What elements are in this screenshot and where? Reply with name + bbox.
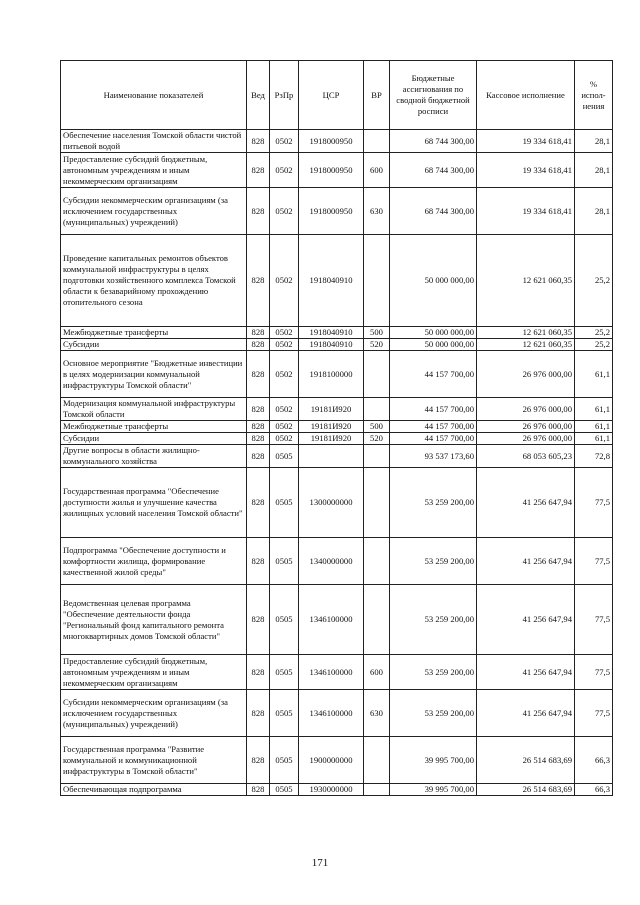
cell-csr: 1340000000 — [299, 538, 364, 585]
cell-vr — [364, 235, 390, 327]
cell-vr: 500 — [364, 327, 390, 339]
cell-csr: 1346100000 — [299, 655, 364, 690]
cell-csr: 1918040910 — [299, 327, 364, 339]
cell-rzpr: 0502 — [270, 153, 299, 188]
cell-name: Обеспечивающая подпрограмма — [61, 784, 247, 796]
cell-ved: 828 — [247, 421, 270, 433]
cell-kassa: 41 256 647,94 — [477, 585, 575, 655]
header-pct: % испол-нения — [575, 61, 613, 130]
header-rzpr: РзПр — [270, 61, 299, 130]
table-header-row — [61, 61, 613, 130]
cell-ved: 828 — [247, 655, 270, 690]
cell-kassa: 68 053 605,23 — [477, 445, 575, 468]
table-row — [61, 153, 613, 188]
cell-budget: 53 259 200,00 — [390, 468, 477, 538]
cell-pct: 28,1 — [575, 153, 613, 188]
cell-pct: 25,2 — [575, 235, 613, 327]
cell-kassa: 41 256 647,94 — [477, 538, 575, 585]
cell-rzpr: 0502 — [270, 339, 299, 351]
cell-name: Предоставление субсидий бюджетным, автономным учреждениям и иным некоммерческим организациям — [61, 153, 247, 188]
cell-rzpr: 0505 — [270, 690, 299, 737]
cell-budget: 93 537 173,60 — [390, 445, 477, 468]
page-number: 171 — [311, 857, 329, 869]
cell-name: Проведение капитальных ремонтов объектов коммунальной инфраструктуры в целях подготовки хозяйственного комплекса Томской области к безаварийному прохождению отопительного сезона — [61, 235, 247, 327]
cell-name: Государственная программа "Развитие коммунальной и коммуникационной инфраструктуры в Томской области" — [61, 737, 247, 784]
cell-ved: 828 — [247, 327, 270, 339]
cell-kassa: 41 256 647,94 — [477, 655, 575, 690]
header-kassa: Кассовое исполнение — [477, 61, 575, 130]
table-row — [61, 468, 613, 538]
cell-vr: 600 — [364, 655, 390, 690]
table-row — [61, 737, 613, 784]
cell-ved: 828 — [247, 737, 270, 784]
cell-rzpr: 0505 — [270, 655, 299, 690]
table-row — [61, 445, 613, 468]
cell-rzpr: 0505 — [270, 585, 299, 655]
cell-csr: 19181И920 — [299, 433, 364, 445]
cell-pct: 28,1 — [575, 188, 613, 235]
cell-vr — [364, 737, 390, 784]
cell-pct: 77,5 — [575, 690, 613, 737]
table-row — [61, 235, 613, 327]
cell-vr — [364, 398, 390, 421]
cell-kassa: 26 976 000,00 — [477, 421, 575, 433]
budget-execution-table — [60, 60, 613, 796]
cell-vr — [364, 130, 390, 153]
cell-csr: 1300000000 — [299, 468, 364, 538]
cell-vr — [364, 784, 390, 796]
table-row — [61, 188, 613, 235]
cell-kassa: 12 621 060,35 — [477, 339, 575, 351]
cell-pct: 66,3 — [575, 737, 613, 784]
cell-budget: 44 157 700,00 — [390, 421, 477, 433]
header-csr: ЦСР — [299, 61, 364, 130]
cell-rzpr: 0502 — [270, 235, 299, 327]
table-row — [61, 655, 613, 690]
cell-budget: 39 995 700,00 — [390, 784, 477, 796]
cell-kassa: 19 334 618,41 — [477, 130, 575, 153]
cell-budget: 50 000 000,00 — [390, 235, 477, 327]
cell-budget: 50 000 000,00 — [390, 339, 477, 351]
cell-pct: 72,8 — [575, 445, 613, 468]
cell-ved: 828 — [247, 188, 270, 235]
cell-csr: 1930000000 — [299, 784, 364, 796]
cell-csr: 1900000000 — [299, 737, 364, 784]
cell-csr: 1918040910 — [299, 235, 364, 327]
table-row — [61, 433, 613, 445]
cell-pct: 61,1 — [575, 421, 613, 433]
cell-kassa: 19 334 618,41 — [477, 153, 575, 188]
cell-budget: 53 259 200,00 — [390, 538, 477, 585]
table-body — [61, 130, 613, 796]
cell-vr: 600 — [364, 153, 390, 188]
cell-budget: 68 744 300,00 — [390, 153, 477, 188]
cell-vr: 630 — [364, 188, 390, 235]
cell-vr — [364, 468, 390, 538]
cell-kassa: 26 976 000,00 — [477, 351, 575, 398]
cell-ved: 828 — [247, 153, 270, 188]
cell-name: Субсидии — [61, 433, 247, 445]
table-row — [61, 339, 613, 351]
cell-vr: 520 — [364, 339, 390, 351]
cell-csr: 1918000950 — [299, 153, 364, 188]
cell-kassa: 26 976 000,00 — [477, 398, 575, 421]
cell-pct: 61,1 — [575, 351, 613, 398]
cell-ved: 828 — [247, 351, 270, 398]
cell-budget: 39 995 700,00 — [390, 737, 477, 784]
cell-kassa: 19 334 618,41 — [477, 188, 575, 235]
table-row — [61, 398, 613, 421]
cell-csr: 1918000950 — [299, 188, 364, 235]
cell-csr: 1918000950 — [299, 130, 364, 153]
cell-rzpr: 0505 — [270, 538, 299, 585]
cell-name: Межбюджетные трансферты — [61, 327, 247, 339]
cell-kassa: 12 621 060,35 — [477, 235, 575, 327]
cell-pct: 77,5 — [575, 538, 613, 585]
cell-kassa: 26 514 683,69 — [477, 784, 575, 796]
cell-rzpr: 0502 — [270, 433, 299, 445]
cell-vr — [364, 538, 390, 585]
cell-budget: 44 157 700,00 — [390, 351, 477, 398]
cell-name: Подпрограмма "Обеспечение доступности и комфортности жилища, формирование качественной жилой среды" — [61, 538, 247, 585]
cell-rzpr: 0502 — [270, 421, 299, 433]
cell-pct: 28,1 — [575, 130, 613, 153]
cell-pct: 25,2 — [575, 327, 613, 339]
cell-pct: 25,2 — [575, 339, 613, 351]
cell-ved: 828 — [247, 433, 270, 445]
cell-vr — [364, 585, 390, 655]
cell-name: Другие вопросы в области жилищно-коммунального хозяйства — [61, 445, 247, 468]
header-vr: ВР — [364, 61, 390, 130]
cell-ved: 828 — [247, 398, 270, 421]
cell-kassa: 41 256 647,94 — [477, 690, 575, 737]
table-row — [61, 327, 613, 339]
cell-kassa: 12 621 060,35 — [477, 327, 575, 339]
cell-name: Субсидии — [61, 339, 247, 351]
cell-ved: 828 — [247, 468, 270, 538]
cell-budget: 53 259 200,00 — [390, 585, 477, 655]
cell-vr — [364, 351, 390, 398]
cell-csr: 1918040910 — [299, 339, 364, 351]
cell-ved: 828 — [247, 585, 270, 655]
cell-name: Предоставление субсидий бюджетным, автономным учреждениям и иным некоммерческим организациям — [61, 655, 247, 690]
table-row — [61, 690, 613, 737]
cell-budget: 68 744 300,00 — [390, 188, 477, 235]
cell-ved: 828 — [247, 130, 270, 153]
table-row — [61, 421, 613, 433]
header-ved: Вед — [247, 61, 270, 130]
cell-ved: 828 — [247, 339, 270, 351]
cell-pct: 61,1 — [575, 398, 613, 421]
cell-ved: 828 — [247, 538, 270, 585]
cell-budget: 50 000 000,00 — [390, 327, 477, 339]
cell-budget: 68 744 300,00 — [390, 130, 477, 153]
cell-kassa: 26 976 000,00 — [477, 433, 575, 445]
cell-name: Субсидии некоммерческим организациям (за исключением государственных (муниципальных) учреждений) — [61, 188, 247, 235]
cell-name: Государственная программа "Обеспечение доступности жилья и улучшение качества жилищных условий населения Томской области" — [61, 468, 247, 538]
cell-ved: 828 — [247, 784, 270, 796]
cell-rzpr: 0502 — [270, 398, 299, 421]
cell-csr: 1346100000 — [299, 585, 364, 655]
cell-rzpr: 0505 — [270, 784, 299, 796]
cell-vr: 630 — [364, 690, 390, 737]
table-row — [61, 130, 613, 153]
cell-vr: 500 — [364, 421, 390, 433]
cell-csr: 1346100000 — [299, 690, 364, 737]
table-row — [61, 784, 613, 796]
cell-rzpr: 0502 — [270, 130, 299, 153]
cell-name: Субсидии некоммерческим организациям (за исключением государственных (муниципальных) учреждений) — [61, 690, 247, 737]
cell-kassa: 41 256 647,94 — [477, 468, 575, 538]
cell-pct: 77,5 — [575, 468, 613, 538]
cell-ved: 828 — [247, 690, 270, 737]
cell-budget: 53 259 200,00 — [390, 655, 477, 690]
table-row — [61, 538, 613, 585]
cell-csr: 19181И920 — [299, 421, 364, 433]
cell-csr: 1918100000 — [299, 351, 364, 398]
cell-rzpr: 0502 — [270, 188, 299, 235]
cell-kassa: 26 514 683,69 — [477, 737, 575, 784]
cell-name: Обеспечение населения Томской области чистой питьевой водой — [61, 130, 247, 153]
header-budget: Бюджетные ассигнования по сводной бюджетной росписи — [390, 61, 477, 130]
cell-pct: 77,5 — [575, 655, 613, 690]
cell-pct: 66,3 — [575, 784, 613, 796]
cell-pct: 61,1 — [575, 433, 613, 445]
cell-ved: 828 — [247, 445, 270, 468]
cell-rzpr: 0502 — [270, 351, 299, 398]
cell-vr: 520 — [364, 433, 390, 445]
cell-name: Ведомственная целевая программа "Обеспечение деятельности фонда "Региональный фонд капитального ремонта многоквартирных домов Томской области" — [61, 585, 247, 655]
cell-budget: 44 157 700,00 — [390, 398, 477, 421]
cell-budget: 53 259 200,00 — [390, 690, 477, 737]
cell-rzpr: 0505 — [270, 445, 299, 468]
cell-ved: 828 — [247, 235, 270, 327]
table-row — [61, 351, 613, 398]
cell-vr — [364, 445, 390, 468]
cell-budget: 44 157 700,00 — [390, 433, 477, 445]
cell-rzpr: 0505 — [270, 468, 299, 538]
cell-rzpr: 0502 — [270, 327, 299, 339]
budget-table-page — [60, 60, 612, 796]
cell-csr: 19181И920 — [299, 398, 364, 421]
table-row — [61, 585, 613, 655]
cell-rzpr: 0505 — [270, 737, 299, 784]
cell-name: Межбюджетные трансферты — [61, 421, 247, 433]
header-name: Наименование показателей — [61, 61, 247, 130]
cell-pct: 77,5 — [575, 585, 613, 655]
cell-csr — [299, 445, 364, 468]
cell-name: Основное мероприятие "Бюджетные инвестиции в целях модернизации коммунальной инфраструктуры Томской области" — [61, 351, 247, 398]
cell-name: Модернизация коммунальной инфраструктуры Томской области — [61, 398, 247, 421]
